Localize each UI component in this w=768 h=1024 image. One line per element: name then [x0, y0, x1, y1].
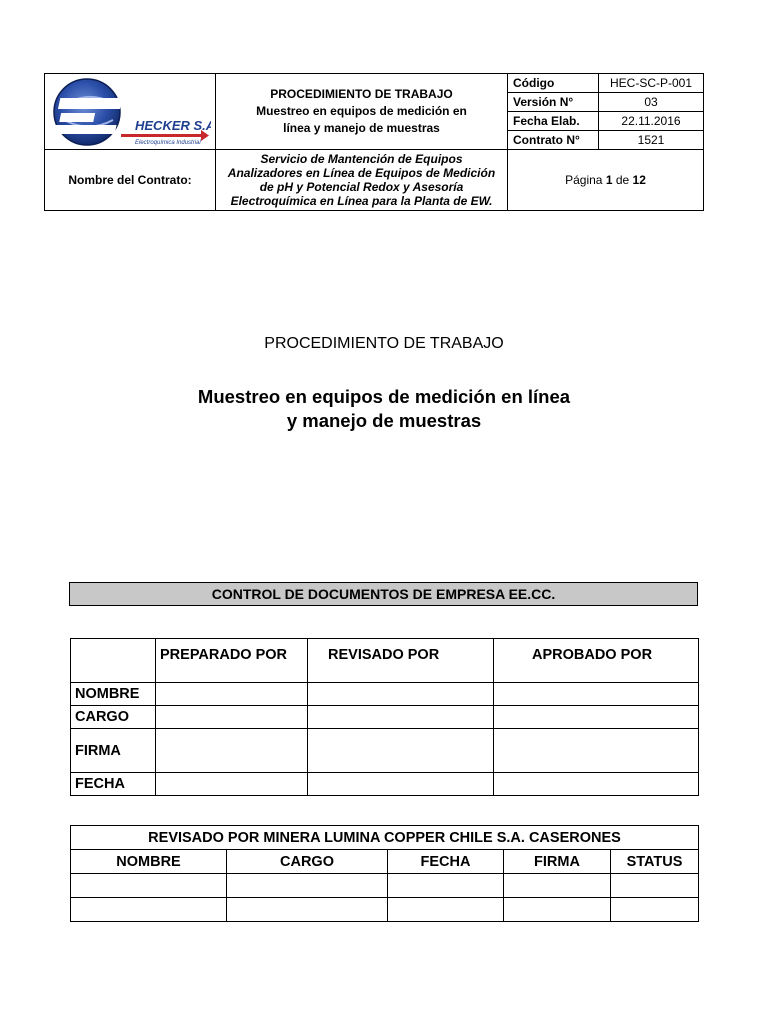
page-sep: de [615, 173, 630, 187]
approval-cell[interactable] [308, 683, 494, 706]
approval-cell[interactable] [308, 729, 494, 773]
page-prefix: Página [565, 173, 603, 187]
approval-header-blank [71, 639, 156, 683]
contract-name-text: Servicio de Mantención de Equipos Analizadores en Línea de Equipos de Medición de pH y Potencial Redox y Asesoría Electroquímica en Línea para la Planta de EW. [216, 150, 508, 211]
approval-row-label-nombre: NOMBRE [71, 683, 156, 706]
logo-cell [45, 74, 216, 150]
approval-cell[interactable] [156, 683, 308, 706]
logo-subtext: Electroquímica Industrial [135, 140, 201, 146]
approval-row-label-fecha: FECHA [71, 773, 156, 796]
client-review-title: REVISADO POR MINERA LUMINA COPPER CHILE S.A. CASERONES [71, 826, 699, 850]
header-title-line2: Muestreo en equipos de medición en [256, 104, 467, 118]
review-cell[interactable] [227, 898, 388, 922]
meta-label-version: Versión N° [508, 93, 599, 112]
approval-row-label-firma: FIRMA [71, 729, 156, 773]
meta-value-version: 03 [599, 93, 704, 112]
review-cell[interactable] [611, 898, 699, 922]
document-header [44, 73, 704, 211]
logo-text: HECKER S.A. [135, 118, 211, 133]
approval-header-approved: APROBADO POR [494, 639, 699, 683]
review-col-cargo: CARGO [227, 850, 388, 874]
approval-cell[interactable] [156, 706, 308, 729]
approval-cell[interactable] [494, 729, 699, 773]
approval-cell[interactable] [308, 706, 494, 729]
meta-value-fecha: 22.11.2016 [599, 112, 704, 131]
meta-label-fecha: Fecha Elab. [508, 112, 599, 131]
header-title-line3: línea y manejo de muestras [283, 121, 440, 135]
review-cell[interactable] [227, 874, 388, 898]
approval-cell[interactable] [494, 773, 699, 796]
approval-cell[interactable] [156, 729, 308, 773]
document-kind: PROCEDIMIENTO DE TRABAJO [264, 335, 504, 352]
review-col-firma: FIRMA [504, 850, 611, 874]
approval-cell[interactable] [156, 773, 308, 796]
meta-value-codigo: HEC-SC-P-001 [599, 74, 704, 93]
page-current: 1 [605, 173, 613, 187]
approval-header-prepared: PREPARADO POR [156, 639, 308, 683]
control-documents-bar: CONTROL DE DOCUMENTOS DE EMPRESA EE.CC. [69, 582, 698, 606]
review-col-nombre: NOMBRE [71, 850, 227, 874]
review-col-status: STATUS [611, 850, 699, 874]
header-title-line1: PROCEDIMIENTO DE TRABAJO [270, 87, 453, 101]
hecker-logo [51, 76, 211, 146]
document-title-line2: y manejo de muestras [286, 410, 482, 431]
approval-cell[interactable] [494, 683, 699, 706]
approval-cell[interactable] [494, 706, 699, 729]
client-review-table [70, 825, 699, 922]
meta-label-contrato: Contrato N° [508, 131, 599, 150]
approval-header-reviewed: REVISADO POR [308, 639, 494, 683]
review-cell[interactable] [504, 898, 611, 922]
approval-table [70, 638, 699, 796]
approval-cell[interactable] [308, 773, 494, 796]
contract-name-label: Nombre del Contrato: [45, 150, 216, 211]
review-cell[interactable] [611, 874, 699, 898]
review-cell[interactable] [71, 874, 227, 898]
page-total: 12 [632, 173, 646, 187]
page-number [508, 150, 704, 211]
approval-row-label-cargo: CARGO [71, 706, 156, 729]
document-title [0, 385, 768, 433]
document-title-line1: Muestreo en equipos de medición en línea [197, 386, 571, 407]
review-cell[interactable] [388, 874, 504, 898]
review-cell[interactable] [388, 898, 504, 922]
meta-label-codigo: Código [508, 74, 599, 93]
review-cell[interactable] [71, 898, 227, 922]
meta-value-contrato: 1521 [599, 131, 704, 150]
review-cell[interactable] [504, 874, 611, 898]
review-col-fecha: FECHA [388, 850, 504, 874]
header-title [216, 74, 508, 150]
